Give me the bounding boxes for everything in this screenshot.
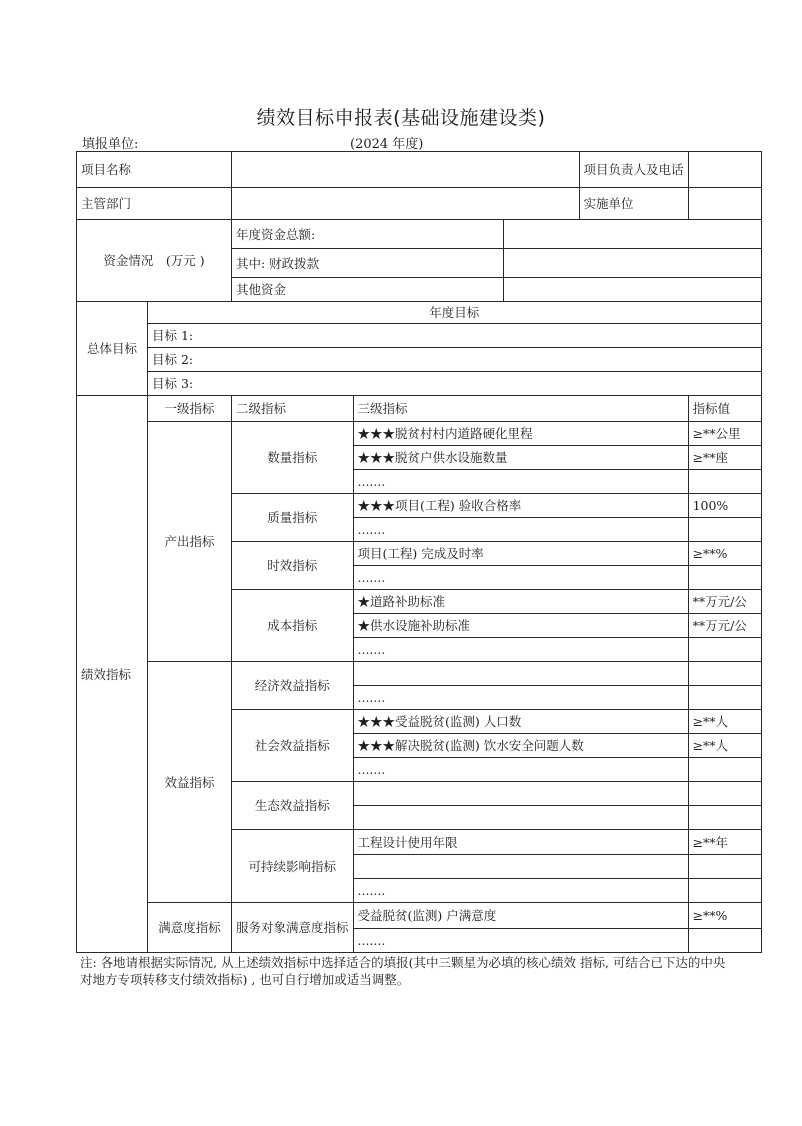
indicator-name: ....... — [353, 758, 688, 782]
footnote: 注: 各地请根据实际情况, 从上述绩效指标中选择适合的填报(其中三颗星为必填的核心绩效 指标, 可结合已下达的中央对地方专项转移支付绩效指标) , 也可自行增加或适当调整。 — [80, 955, 726, 987]
goal-item[interactable]: 目标 2: — [148, 348, 762, 372]
economic-indicator-label: 经济效益指标 — [232, 662, 354, 710]
indicator-value[interactable] — [688, 662, 761, 686]
goal-item[interactable]: 目标 3: — [148, 372, 762, 396]
indicator-name: ★★★项目(工程) 验收合格率 — [353, 494, 688, 518]
year-label: (2024 年度) — [350, 137, 424, 152]
indicator-value[interactable]: ≥**人 — [688, 710, 761, 734]
indicator-name: 项目(工程) 完成及时率 — [353, 542, 688, 566]
goals-label: 总体目标 — [77, 302, 148, 396]
header-level2: 二级指标 — [232, 396, 354, 422]
indicator-name: ★供水设施补助标准 — [353, 614, 688, 638]
indicator-name: ....... — [353, 879, 688, 903]
indicator-name: ....... — [353, 638, 688, 662]
benefit-indicator-label: 效益指标 — [148, 662, 232, 903]
eco-indicator-label: 生态效益指标 — [232, 782, 354, 830]
indicator-name: ★★★解决脱贫(监测) 饮水安全问题人数 — [353, 734, 688, 758]
indicator-name: ....... — [353, 518, 688, 542]
funds-fiscal-input[interactable] — [503, 249, 761, 278]
indicator-value[interactable] — [688, 855, 761, 879]
indicator-value[interactable] — [688, 686, 761, 710]
indicator-value[interactable] — [688, 806, 761, 830]
funds-total-input[interactable] — [503, 220, 761, 249]
header-value: 指标值 — [688, 396, 761, 422]
indicator-name: ★道路补助标准 — [353, 590, 688, 614]
indicator-name — [353, 855, 688, 879]
goal-item[interactable]: 目标 1: — [148, 324, 762, 348]
indicator-value[interactable]: ≥**% — [688, 903, 761, 929]
indicator-name: 受益脱贫(监测) 户满意度 — [353, 903, 688, 929]
indicator-name — [353, 806, 688, 830]
quantity-indicator-label: 数量指标 — [232, 422, 354, 494]
satisfaction-indicator-label: 满意度指标 — [148, 903, 232, 953]
indicator-value[interactable]: **万元/公 — [688, 614, 761, 638]
indicator-name: ★★★受益脱贫(监测) 人口数 — [353, 710, 688, 734]
contact-label: 项目负责人及电话 — [579, 152, 688, 188]
social-indicator-label: 社会效益指标 — [232, 710, 354, 782]
indicator-name: ....... — [353, 566, 688, 590]
indicator-value[interactable] — [688, 518, 761, 542]
cost-indicator-label: 成本指标 — [232, 590, 354, 662]
indicators-section-label: 绩效指标 — [77, 396, 148, 953]
indicator-value[interactable] — [688, 782, 761, 806]
funds-other-label: 其他资金 — [232, 278, 504, 302]
indicator-value[interactable]: ≥**年 — [688, 830, 761, 855]
indicator-value[interactable] — [688, 470, 761, 494]
output-indicator-label: 产出指标 — [148, 422, 232, 662]
dept-input[interactable] — [232, 188, 580, 220]
indicator-value[interactable] — [688, 879, 761, 903]
reporting-unit-label: 填报单位: — [82, 137, 139, 152]
indicator-value[interactable]: 100% — [688, 494, 761, 518]
indicator-value[interactable]: ≥**座 — [688, 446, 761, 470]
form-title: 绩效目标申报表(基础设施建设类) — [256, 107, 546, 129]
indicator-value[interactable]: ≥**公里 — [688, 422, 761, 446]
dept-label: 主管部门 — [77, 188, 232, 220]
performance-goal-table — [76, 151, 762, 953]
header-level1: 一级指标 — [148, 396, 232, 422]
impl-unit-label: 实施单位 — [579, 188, 688, 220]
funds-fiscal-label: 其中: 财政拨款 — [232, 249, 504, 278]
indicator-name — [353, 662, 688, 686]
indicator-value[interactable] — [688, 638, 761, 662]
indicator-name: ★★★脱贫村村内道路硬化里程 — [353, 422, 688, 446]
indicator-value[interactable] — [688, 929, 761, 953]
funds-total-label: 年度资金总额: — [232, 220, 504, 249]
contact-input[interactable] — [688, 152, 761, 188]
indicator-value[interactable]: ≥**人 — [688, 734, 761, 758]
quality-indicator-label: 质量指标 — [232, 494, 354, 542]
year-goal-header: 年度目标 — [148, 302, 762, 324]
indicator-value[interactable] — [688, 566, 761, 590]
indicator-name: ....... — [353, 686, 688, 710]
indicator-value[interactable]: **万元/公 — [688, 590, 761, 614]
header-level3: 三级指标 — [353, 396, 688, 422]
sustain-indicator-label: 可持续影响指标 — [232, 830, 354, 903]
indicator-name: 工程设计使用年限 — [353, 830, 688, 855]
indicator-name: ....... — [353, 470, 688, 494]
funds-other-input[interactable] — [503, 278, 761, 302]
service-satisfaction-label: 服务对象满意度指标 — [232, 903, 354, 953]
indicator-name — [353, 782, 688, 806]
indicator-value[interactable] — [688, 758, 761, 782]
indicator-value[interactable]: ≥**% — [688, 542, 761, 566]
impl-unit-input[interactable] — [688, 188, 761, 220]
project-name-input[interactable] — [232, 152, 580, 188]
indicator-name: ....... — [353, 929, 688, 953]
indicator-name: ★★★脱贫户供水设施数量 — [353, 446, 688, 470]
project-name-label: 项目名称 — [77, 152, 232, 188]
funds-label: 资金情况 (万元 ) — [77, 220, 232, 302]
time-indicator-label: 时效指标 — [232, 542, 354, 590]
